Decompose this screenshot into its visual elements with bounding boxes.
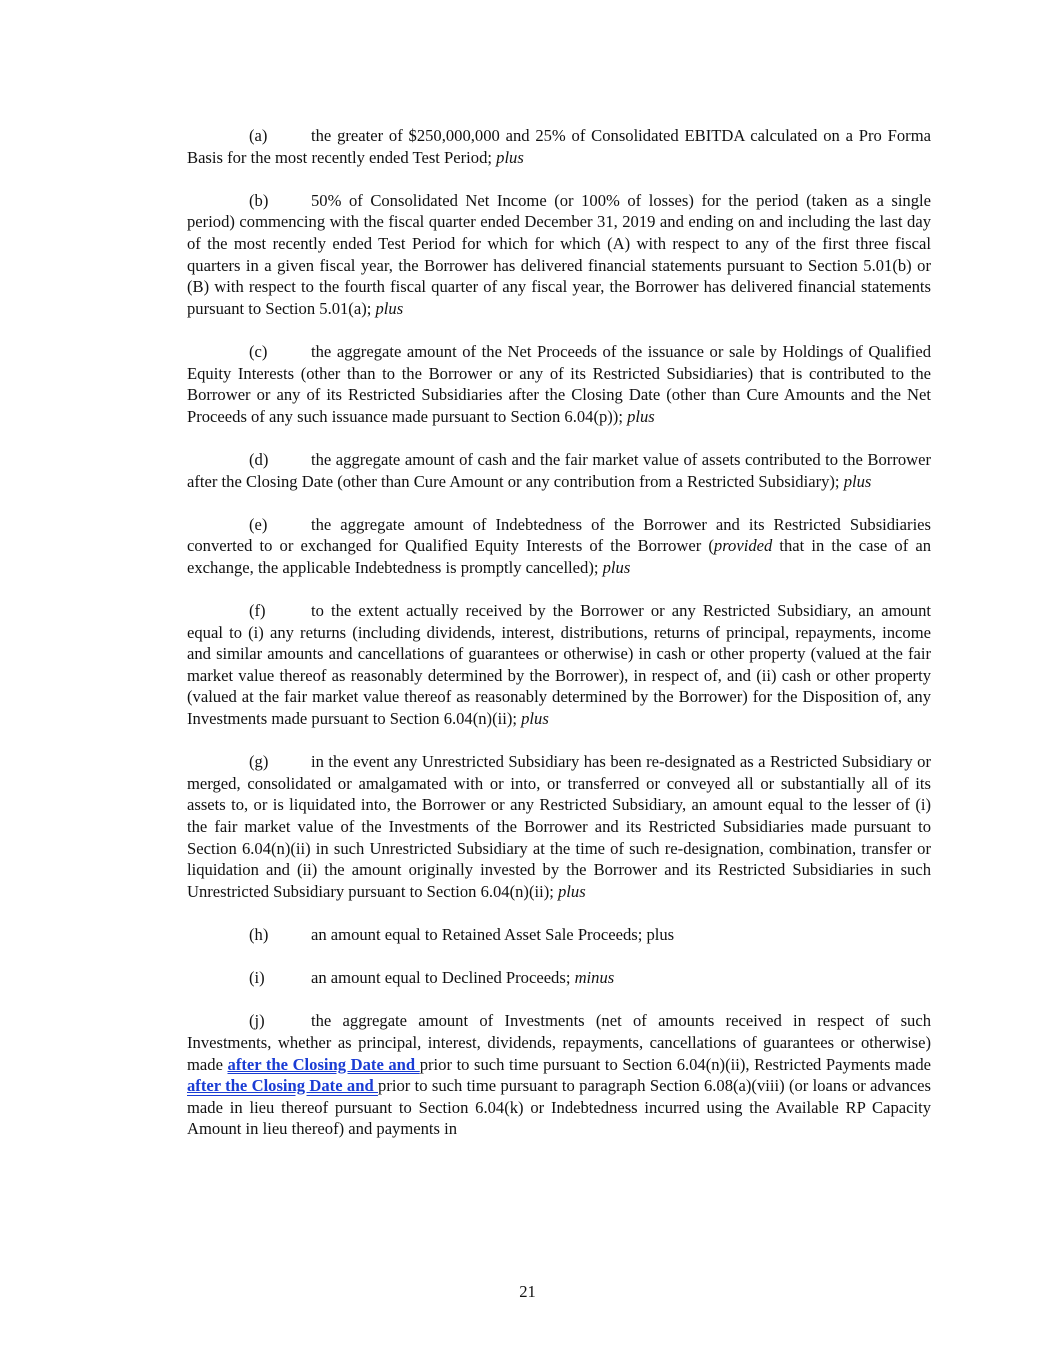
body-text <box>187 125 931 1162</box>
paragraph-e-first-line: the aggregate amount of Indebtedness of the Borrower and its Restricted <box>311 514 841 534</box>
paragraph-e-conjunction: plus <box>602 557 631 577</box>
paragraph-c-label: (c) <box>249 341 268 361</box>
paragraph-d-body: Borrower after the Closing Date (other than Cure Amount or any contribution from a Restricted Subsidiary); <box>187 449 932 491</box>
paragraph-b-first-line: 50% of Consolidated Net Income (or 100% of losses) for the period (taken as a <box>311 190 884 210</box>
paragraph-f-label: (f) <box>249 601 266 621</box>
paragraph-e-provided: provided <box>713 536 773 556</box>
paragraph-g-label: (g) <box>249 752 269 772</box>
paragraph-g <box>187 751 931 902</box>
paragraph-j-body-middle: prior to such time pursuant to Section 6.04(n)(ii), Restricted Payments made <box>419 1054 931 1074</box>
paragraph-i-text: an amount equal to Declined Proceeds; <box>311 968 575 988</box>
paragraph-c-conjunction: plus <box>627 406 655 426</box>
paragraph-g-conjunction: plus <box>558 881 586 901</box>
paragraph-d-label: (d) <box>249 449 269 469</box>
paragraph-f-conjunction: plus <box>521 709 549 729</box>
paragraph-j-label: (j) <box>249 1011 265 1031</box>
paragraph-f <box>187 600 931 730</box>
paragraph-d-first-line: the aggregate amount of cash and the fair market value of assets contributed to the <box>311 449 863 469</box>
paragraph-c-body: Qualified Equity Interests (other than to the Borrower or any of its Restricted Subsidiaries) that is contributed to the Borrower or any of its Restricted Subsidiaries after the Closing Date (other than Cure Amounts and the Net Proceeds of any such issuance made pursuant to Section 6.04(p)); <box>187 341 931 426</box>
paragraph-h-label: (h) <box>249 924 269 944</box>
paragraph-h-text: an amount equal to Retained Asset Sale Proceeds; plus <box>311 924 675 944</box>
paragraph-g-body: Subsidiary or merged, consolidated or amalgamated with or into, or transferred or conveyed all or substantially all of its assets to, or is liquidated into, the Borrower or any Restricted Subsidiary, an amount equal to the lesser of (i) the fair market value of the Investments of the Borrower and its Restricted Subsidiaries made pursuant to Section 6.04(n)(ii) in such Unrestricted Subsidiary at the time of such re-designation, combination, transfer or liquidation and (ii) the amount originally invested by the Borrower and its Restricted Subsidiaries in such Unrestricted Subsidiary pursuant to Section 6.04(n)(ii); <box>187 752 931 901</box>
paragraph-i-conjunction: minus <box>574 968 615 988</box>
paragraph-j-first-line: the aggregate amount of Investments (net of amounts received in respect of such <box>311 1011 931 1031</box>
paragraph-h <box>187 924 931 946</box>
paragraph-a-first-line: the greater of $250,000,000 and 25% of Consolidated EBITDA calculated on a Pro <box>311 126 882 145</box>
paragraph-b-body: single period) commencing with the fiscal quarter ended December 31, 2019 and ending on and including the last day of the most recently ended Test Period for which for which (A) with respect to any of the first three fiscal quarters in a given fiscal year, the Borrower has delivered financial statements pursuant to Section 5.01(b) or (B) with respect to the fourth fiscal quarter of any fiscal year, the Borrower has delivered financial statements pursuant to Section 5.01(a); <box>187 190 931 318</box>
paragraph-f-body: amount equal to (i) any returns (including dividends, interest, distributions, returns of principal, repayments, income and similar amounts and cancellations of guarantees or otherwise) in cash or other property (valued at the fair market value thereof as reasonably determined by the Borrower), in respect of, and (ii) cash or other property (valued at the fair market value thereof as reasonably determined by the Borrower) for the Disposition of, any Investments made pursuant to Section 6.04(n)(ii); <box>187 601 931 729</box>
paragraph-b-conjunction: plus <box>375 298 404 318</box>
paragraph-i-label: (i) <box>249 968 265 988</box>
inserted-text-closing-date-1: after the Closing Date and <box>227 1054 420 1074</box>
paragraph-j-body-end: prior to such time pursuant to paragraph Section 6.08(a)(viii) (or loans or advances made in lieu thereof pursuant to Section 6.04(k) or Indebtedness incurred using the Available RP Capacity Amount in lieu thereof) and payments in <box>187 1076 931 1139</box>
inserted-text-closing-date-2: after the Closing Date and <box>187 1076 379 1096</box>
page-number: 21 <box>519 1282 536 1301</box>
paragraph-e <box>187 514 931 579</box>
paragraph-g-first-line: in the event any Unrestricted Subsidiary has been re-designated as a Restricted <box>311 752 838 772</box>
paragraph-b <box>187 190 931 320</box>
paragraph-d <box>187 449 931 492</box>
paragraph-a-conjunction: plus <box>496 147 524 167</box>
paragraph-a-label: (a) <box>249 126 268 145</box>
paragraph-a-body: Forma Basis for the most recently ended Test Period; <box>187 126 931 167</box>
paragraph-a <box>187 125 931 168</box>
paragraph-j <box>187 1010 931 1140</box>
paragraph-b-label: (b) <box>249 190 269 210</box>
paragraph-e-body: Subsidiaries converted to or exchanged for Qualified Equity Interests of the Borrower ( <box>187 514 931 556</box>
paragraph-j-body: Investments, whether as principal, interest, dividends, repayments, cancellations of guarantees or otherwise) made <box>187 1032 931 1074</box>
paragraph-c-first-line: the aggregate amount of the Net Proceeds of the issuance or sale by Holdings of <box>311 341 863 361</box>
paragraph-e-body-end: that in the case of an exchange, the applicable Indebtedness is promptly cancelled); <box>187 536 931 577</box>
paragraph-f-first-line: to the extent actually received by the Borrower or any Restricted Subsidiary, an <box>311 601 875 621</box>
paragraph-i <box>187 967 931 989</box>
paragraph-c <box>187 341 931 427</box>
paragraph-d-conjunction: plus <box>843 471 872 491</box>
paragraph-e-label: (e) <box>249 514 268 534</box>
